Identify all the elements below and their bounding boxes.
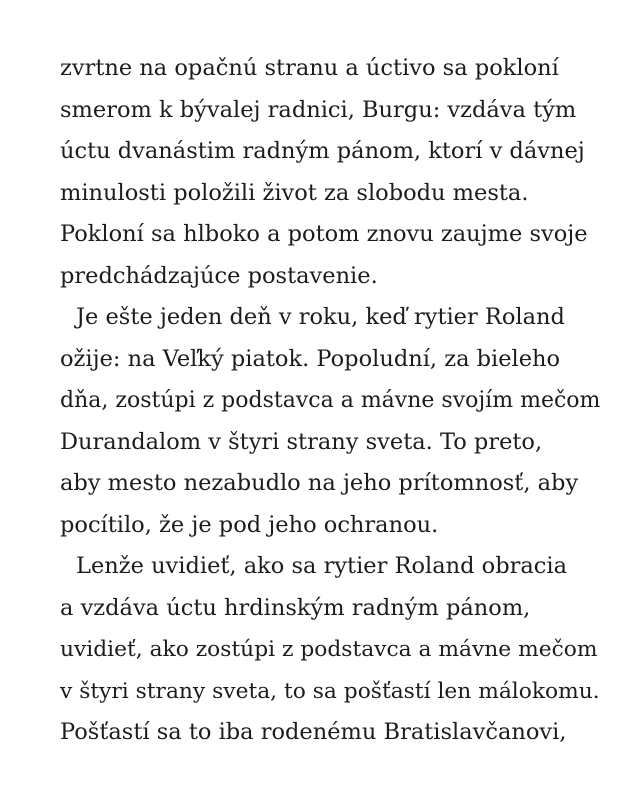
text-line: zvrtne na opačnú stranu a úctivo sa pokloní bbox=[60, 55, 559, 81]
text-line: Lenže uvidieť, ako sa rytier Roland obracia bbox=[76, 553, 567, 579]
paragraph-2 bbox=[60, 297, 600, 546]
body-text bbox=[60, 48, 600, 754]
text-line: Pošťastí sa to iba rodenému Bratislavčanovi, bbox=[60, 719, 567, 745]
text-line: dňa, zostúpi z podstavca a mávne svojím mečom bbox=[60, 388, 601, 413]
text-line: aby mesto nezabudlo na jeho prítomnosť, aby bbox=[60, 470, 579, 496]
text-line: Pokloní sa hlboko a potom znovu zaujme svoje bbox=[60, 221, 588, 247]
text-line: ožije: na Veľký piatok. Popoludní, za bieleho bbox=[60, 345, 561, 372]
text-line: Je ešte jeden deň v roku, keď rytier Roland bbox=[76, 304, 565, 330]
text-line: predchádzajúce postavenie. bbox=[60, 262, 378, 289]
text-line: pocítilo, že je pod jeho ochranou. bbox=[60, 511, 439, 538]
text-line: smerom k bývalej radnici, Burgu: vzdáva tým bbox=[60, 96, 577, 123]
paragraph-1 bbox=[60, 48, 600, 297]
text-line: úctu dvanástim radným pánom, ktorí v dávnej bbox=[60, 138, 585, 164]
text-line: v štyri strany sveta, to sa pošťastí len málokomu. bbox=[60, 678, 600, 704]
text-line: minulosti položili život za slobodu mesta. bbox=[60, 179, 529, 206]
paragraph-3 bbox=[60, 546, 600, 754]
text-line: Durandalom v štyri strany sveta. To preto, bbox=[60, 428, 543, 455]
text-line: uvidieť, ako zostúpi z podstavca a mávne mečom bbox=[60, 637, 598, 662]
text-line: a vzdáva úctu hrdinským radným pánom, bbox=[60, 594, 531, 621]
